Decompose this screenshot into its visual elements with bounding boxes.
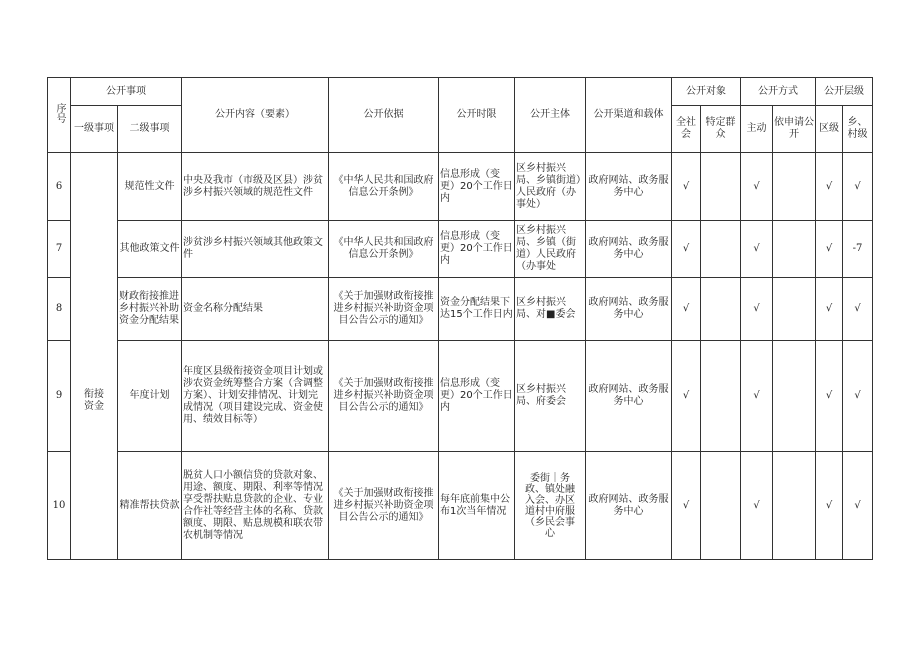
header-channel: 公开渠道和载体 [586,78,672,153]
subject-cell: 区乡村振兴局、对■委会 [515,278,586,341]
subject-cell: 区乡村振兴局、府委会 [515,341,586,452]
group-label: 衔接资金 [71,153,118,560]
level2-item: 规范性文件 [118,153,182,221]
level-town-mark: √ [843,341,873,452]
mode-request-mark [773,452,816,560]
mode-request-mark [773,153,816,221]
header-level1: 一级事项 [71,106,118,153]
level-district-mark: √ [816,221,843,278]
mode-active-mark: √ [741,221,773,278]
content-cell: 年度区县级衔接资金项目计划或涉农资金统筹整合方案（含调整方案）、计划安排情况、计划完成情况（项目建设完成、资金使用、绩效目标等） [182,341,329,452]
target-all-mark: √ [672,452,701,560]
basis-cell: 《关于加强财政衔接推进乡村振兴补助资金项目公告公示的通知》 [329,278,439,341]
header-time-limit: 公开时限 [439,78,515,153]
disclosure-table [47,77,873,560]
header-mode-active: 主动 [741,106,773,153]
row-number: 10 [48,452,71,560]
row-number: 9 [48,341,71,452]
header-target-specific: 特定群众 [701,106,741,153]
header-mode-group: 公开方式 [741,78,816,106]
table-row [48,278,873,341]
mode-active-mark: √ [741,278,773,341]
channel-cell: 政府网站、政务服务中心 [586,278,672,341]
header-level-town: 乡、村级 [843,106,873,153]
time-limit-cell: 信息形成（变更）20个工作日内 [439,153,515,221]
header-level2: 二级事项 [118,106,182,153]
content-cell: 中央及我市（市级及区县）涉贫涉乡村振兴领域的规范性文件 [182,153,329,221]
row-number: 8 [48,278,71,341]
level-district-mark: √ [816,278,843,341]
level2-item: 其他政策文件 [118,221,182,278]
basis-cell: 《关于加强财政衔接推进乡村振兴补助资金项目公告公示的通知》 [329,341,439,452]
mode-active-mark: √ [741,341,773,452]
level-town-mark: √ [843,452,873,560]
header-items-group: 公开事项 [71,78,182,106]
table-row [48,452,873,560]
mode-active-mark: √ [741,452,773,560]
time-limit-cell: 信息形成（变更）20个工作日内 [439,221,515,278]
table-row [48,221,873,278]
target-specific-mark [701,278,741,341]
level2-item: 财政衔接推进乡村振兴补助资金分配结果 [118,278,182,341]
channel-cell: 政府网站、政务服务中心 [586,221,672,278]
mode-request-mark [773,221,816,278]
header-target-all: 全社会 [672,106,701,153]
header-seq: 序号 [48,78,71,153]
header-content: 公开内容（要素） [182,78,329,153]
subject-cell: 委街｜务政、镇处融入会、办区道村中府服（乡民会事心 [515,452,586,560]
level2-item: 精准帮扶贷款 [118,452,182,560]
mode-request-mark [773,278,816,341]
basis-cell: 《中华人民共和国政府信息公开条例》 [329,221,439,278]
target-all-mark: √ [672,221,701,278]
basis-cell: 《关于加强财政衔接推进乡村振兴补助资金项目公告公示的通知》 [329,452,439,560]
table-row [48,153,873,221]
subject-cell: 区乡村振兴局、乡镇（街道）人民政府（办事处 [515,221,586,278]
time-limit-cell: 信息形成（变更）20个工作日内 [439,341,515,452]
subject-cell: 区乡村振兴局、乡镇街道）人民政府（办事处） [515,153,586,221]
row-number: 7 [48,221,71,278]
target-specific-mark [701,221,741,278]
channel-cell: 政府网站、政务服务中心 [586,452,672,560]
header-level-group: 公开层级 [816,78,873,106]
target-all-mark: √ [672,153,701,221]
mode-request-mark [773,341,816,452]
table-row [48,341,873,452]
level-town-mark: √ [843,278,873,341]
level-town-mark: √ [843,153,873,221]
header-subject: 公开主体 [515,78,586,153]
target-specific-mark [701,452,741,560]
content-cell: 资金名称分配结果 [182,278,329,341]
header-target-group: 公开对象 [672,78,741,106]
level2-item: 年度计划 [118,341,182,452]
level-district-mark: √ [816,341,843,452]
row-number: 6 [48,153,71,221]
basis-cell: 《中华人民共和国政府信息公开条例》 [329,153,439,221]
mode-active-mark: √ [741,153,773,221]
header-basis: 公开依据 [329,78,439,153]
content-cell: 脱贫人口小额信贷的贷款对象、用途、额度、期限、利率等情况享受帮扶贴息贷款的企业、专业合作社等经营主体的名称、贷款额度、期限、贴息规模和联农带农机制等情况 [182,452,329,560]
level-town-mark: -7 [843,221,873,278]
content-cell: 涉贫涉乡村振兴领域其他政策文件 [182,221,329,278]
target-all-mark: √ [672,341,701,452]
level-district-mark: √ [816,452,843,560]
level-district-mark: √ [816,153,843,221]
target-specific-mark [701,153,741,221]
time-limit-cell: 每年底前集中公布1次当年情况 [439,452,515,560]
channel-cell: 政府网站、政务服务中心 [586,153,672,221]
time-limit-cell: 资金分配结果下达15个工作日内 [439,278,515,341]
header-mode-request: 依申请公开 [773,106,816,153]
target-all-mark: √ [672,278,701,341]
target-specific-mark [701,341,741,452]
header-level-district: 区级 [816,106,843,153]
channel-cell: 政府网站、政务服务中心 [586,341,672,452]
